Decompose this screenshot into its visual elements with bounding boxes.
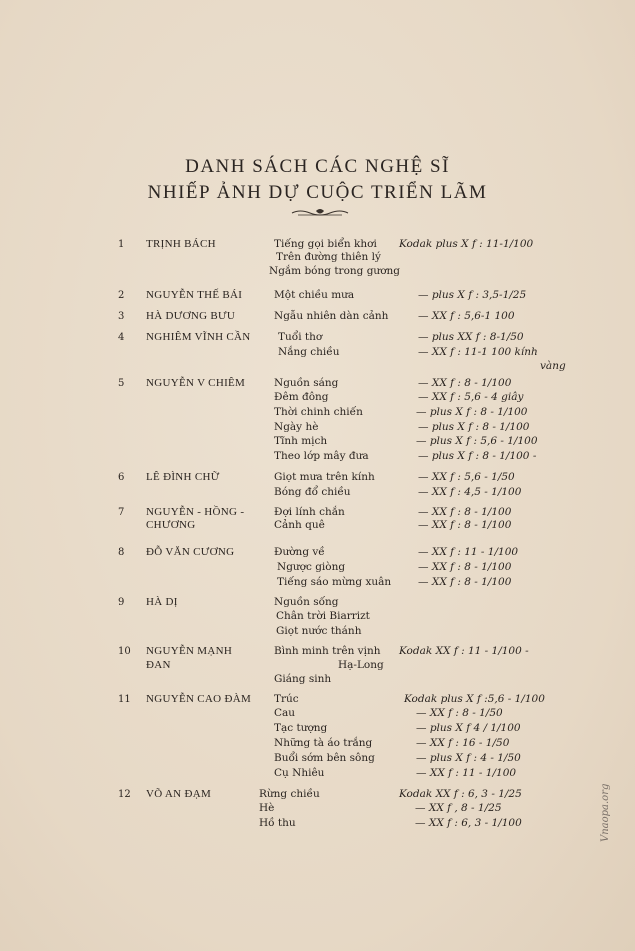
- technical-info: — XX f : 5,6 - 1/50: [418, 471, 515, 483]
- work-title: Hạ-Long: [338, 659, 384, 671]
- work-title: Rừng chiều: [259, 788, 320, 800]
- work-title: Tuổi thơ: [278, 331, 323, 343]
- technical-info: — plus X f : 4 - 1/50: [416, 752, 521, 764]
- list-row: [0, 518, 635, 533]
- technical-info: — plus XX f : 8-1/50: [418, 331, 524, 343]
- work-title: Nguồn sáng: [274, 377, 339, 389]
- technical-info: Kodak XX f : 11 - 1/100 -: [399, 645, 529, 657]
- technical-info: — XX f : 11-1 100 kính: [418, 346, 538, 358]
- artist-number: 3: [118, 311, 125, 322]
- work-title: Tiếng sáo mừng xuân: [277, 576, 392, 588]
- technical-info: — XX f : 8 - 1/100: [418, 576, 512, 588]
- technical-info: — XX f : 11 - 1/100: [418, 546, 519, 558]
- artist-number: 6: [118, 472, 125, 483]
- work-title: Cảnh quê: [274, 519, 325, 531]
- artist-name: HÀ DƯƠNG BƯU: [146, 310, 236, 322]
- technical-info: Kodak plus X f : 11-1/100: [399, 238, 534, 250]
- technical-info: vàng: [540, 360, 566, 372]
- work-title: Giọt mưa trên kính: [274, 471, 375, 483]
- technical-info: — XX f : 16 - 1/50: [416, 737, 510, 749]
- technical-info: — XX f : 8 - 1/50: [416, 707, 503, 719]
- work-title: Những tà áo trắng: [274, 737, 373, 749]
- list-row: [0, 405, 635, 420]
- artist-name: HÀ DỊ: [146, 596, 178, 608]
- watermark: Vnaopa.org: [600, 783, 611, 842]
- artist-name: NGUYỄN CAO ĐÀM: [146, 693, 252, 705]
- technical-info: — XX f : 8 - 1/100: [418, 506, 512, 518]
- technical-info: — plus X f : 8 - 1/100: [418, 421, 530, 433]
- list-row: [0, 787, 635, 802]
- work-title: Nắng chiều: [278, 346, 340, 358]
- technical-info: — XX f : 5,6-1 100: [418, 310, 515, 322]
- artist-number: 2: [118, 290, 125, 301]
- list-row: [0, 434, 635, 449]
- work-title: Hè: [259, 802, 275, 814]
- work-title: Ngược giòng: [277, 561, 346, 573]
- technical-info: Kodak XX f : 6, 3 - 1/25: [399, 788, 522, 800]
- list-row: [0, 751, 635, 766]
- list-row: [0, 449, 635, 464]
- artist-number: 9: [118, 597, 125, 608]
- technical-info: — plus X f : 5,6 - 1/100: [416, 435, 538, 447]
- artist-name: ĐAN: [146, 659, 171, 671]
- artist-name: NGUYỄN MẠNH: [146, 645, 233, 657]
- work-title: Giọt nước thánh: [276, 625, 362, 637]
- artist-number: 10: [118, 646, 131, 657]
- artist-name: TRỊNH BÁCH: [146, 238, 216, 250]
- list-row: [0, 595, 635, 610]
- artist-number: 8: [118, 547, 125, 558]
- technical-info: — XX f : 5,6 - 4 giây: [418, 391, 524, 403]
- artist-name: NGUYỄN THẾ BÁI: [146, 289, 243, 301]
- list-row: [0, 644, 635, 659]
- work-title: Đêm đông: [274, 391, 329, 403]
- technical-info: — XX f : 6, 3 - 1/100: [415, 817, 522, 829]
- artist-number: 1: [118, 239, 125, 250]
- list-row: [0, 485, 635, 500]
- artist-name: NGUYỄN V CHIÊM: [146, 377, 246, 389]
- list-row: [0, 330, 635, 345]
- work-title: Bóng đổ chiều: [274, 486, 351, 498]
- work-title: Chân trời Biarrizt: [276, 610, 370, 622]
- work-title: Ngày hè: [274, 421, 319, 433]
- technical-info: — XX f : 11 - 1/100: [416, 767, 517, 779]
- list-row: [0, 545, 635, 560]
- list-row: [0, 420, 635, 435]
- list-row: [0, 706, 635, 721]
- technical-info: — XX f : 8 - 1/100: [418, 519, 512, 531]
- list-row: [0, 470, 635, 485]
- title-ornament-divider: [290, 207, 350, 219]
- list-row: [0, 264, 635, 279]
- list-row: [0, 736, 635, 751]
- artist-number: 11: [118, 694, 131, 705]
- list-row: [0, 309, 635, 324]
- work-title: Ngắm bóng trong gương: [269, 265, 400, 277]
- work-title: Một chiều mưa: [274, 289, 355, 301]
- technical-info: — plus X f : 8 - 1/100: [416, 406, 528, 418]
- list-row: [0, 766, 635, 781]
- artist-name: NGUYỄN - HỒNG -: [146, 506, 245, 518]
- work-title: Bình minh trên vịnh: [274, 645, 381, 657]
- list-row: [0, 390, 635, 405]
- artist-name: NGHIÊM VĨNH CẦN: [146, 331, 251, 343]
- technical-info: — XX f : 8 - 1/100: [418, 561, 512, 573]
- technical-info: — XX f , 8 - 1/25: [415, 802, 502, 814]
- work-title: Cau: [274, 707, 296, 719]
- technical-info: Kodak plus X f :5,6 - 1/100: [404, 693, 545, 705]
- artist-number: 4: [118, 332, 125, 343]
- work-title: Ngẫu nhiên dàn cảnh: [274, 310, 389, 322]
- list-row: [0, 288, 635, 303]
- list-row: [0, 250, 635, 265]
- work-title: Giáng sinh: [274, 673, 332, 685]
- list-row: [0, 692, 635, 707]
- list-row: [0, 376, 635, 391]
- artist-number: 5: [118, 378, 125, 389]
- work-title: Trúc: [274, 693, 299, 705]
- work-title: Nguồn sống: [274, 596, 339, 608]
- technical-info: — XX f : 4,5 - 1/100: [418, 486, 522, 498]
- work-title: Tĩnh mịch: [274, 435, 328, 447]
- list-row: [0, 672, 635, 687]
- technical-info: — plus X f 4 / 1/100: [416, 722, 521, 734]
- technical-info: — XX f : 8 - 1/100: [418, 377, 512, 389]
- list-row: [0, 801, 635, 816]
- list-row: [0, 575, 635, 590]
- work-title: Theo lớp mây đưa: [274, 450, 369, 462]
- work-title: Tiếng gọi biển khơi: [274, 238, 377, 250]
- work-title: Đường về: [274, 546, 325, 558]
- title-line-1: DANH SÁCH CÁC NGHỆ SĨ: [185, 156, 450, 177]
- list-row: [0, 658, 635, 673]
- artist-name: CHƯƠNG: [146, 519, 196, 531]
- artist-number: 7: [118, 507, 125, 518]
- work-title: Tạc tượng: [274, 722, 328, 734]
- title-line-2: NHIẾP ẢNH DỰ CUỘC TRIỂN LÃM: [147, 182, 488, 203]
- list-row: [0, 359, 635, 374]
- list-row: [0, 345, 635, 360]
- technical-info: — plus X f : 3,5-1/25: [418, 289, 527, 301]
- work-title: Cụ Nhiêu: [274, 767, 325, 779]
- technical-info: — plus X f : 8 - 1/100 -: [418, 450, 537, 462]
- work-title: Buổi sớm bên sông: [274, 752, 375, 764]
- work-title: Hồ thu: [259, 817, 296, 829]
- list-row: [0, 721, 635, 736]
- artist-name: ĐỖ VĂN CƯƠNG: [146, 546, 235, 558]
- list-row: [0, 816, 635, 831]
- list-row: [0, 560, 635, 575]
- artist-name: LÊ ĐÌNH CHỮ: [146, 471, 220, 483]
- artist-name: VÕ AN ĐẠM: [146, 788, 212, 800]
- list-row: [0, 609, 635, 624]
- list-row: [0, 624, 635, 639]
- work-title: Đợi lính chắn: [274, 506, 345, 518]
- work-title: Trên đường thiên lý: [276, 251, 381, 263]
- work-title: Thời chinh chiến: [274, 406, 363, 418]
- artist-number: 12: [118, 789, 131, 800]
